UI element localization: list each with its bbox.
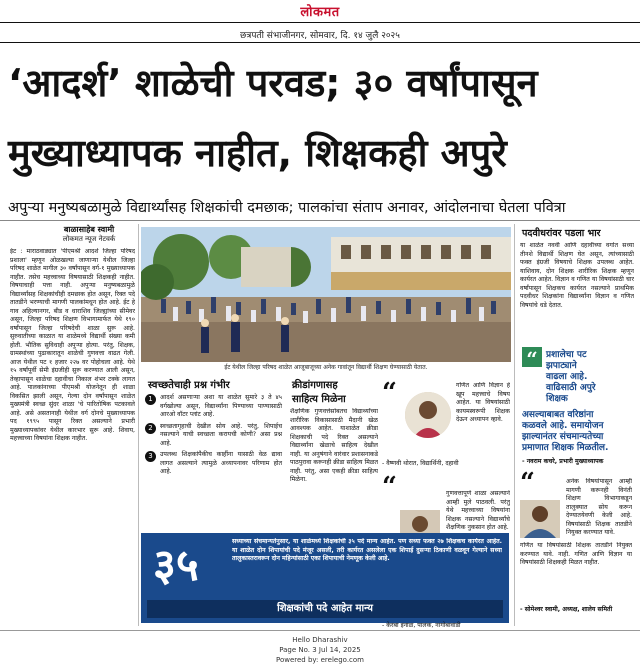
subhead: अपुऱ्या मनुष्यबळामुळे विद्यार्थ्यांसह शिक्षकांची दमछाक; पालकांचा संताप अनावर, आंदोलनाचा घेतला पवित्रा [8,200,566,216]
footer-line1: Hello Dharashiv [292,636,348,644]
pull-quote-top [546,350,632,405]
bullet-number-1: 1 [145,394,156,405]
byline-agency: लोकमत न्यूज नेटवर्क [62,235,116,243]
quote3-attribution: - सोमेश्वर स्वामी, अध्यक्ष, शालेय समिती [520,606,613,613]
quote-mark-icon: “ [382,378,397,408]
sports-heading-line2: साहित्य मिळेना [292,394,346,405]
swachhta-point-1-text: आदर्श असणाऱ्या अशा या शाळेत सुमारे ३ ते ४५ वर्गखोल्या असून, विद्यार्थ्यांना पिण्याच्या पाण्यासाठी आरओ वॉटर प्लांट आहे. [160,394,282,418]
swachhta-points [145,394,282,477]
masthead-rule [0,22,640,23]
pull-quote-part-h: झाल्यानंतर संचमान्यतेच्या [522,432,604,442]
quote-mark-icon-2: “ [382,472,397,502]
school-photo-illustration [141,227,511,362]
right-heading: पदवीधरांवर पडला भार [522,228,601,239]
right-divider [514,224,515,626]
swachhta-point-3-text: उपलब्ध शिक्षकांपैकीच काहींना यासाठी वेळ द्यावा लागत असल्याने त्यामुळे अध्यापनावर परिणाम होत आहे. [160,451,282,475]
swachhta-point-3 [145,451,282,477]
pull-quote-part-d: वाढिसाठी अपुरे [546,383,596,393]
pull-quote-part-c: वाढला आहे. [546,372,588,382]
footer-line2: Page No. 3 Jul 14, 2025 [279,646,361,654]
masthead-logo: लोकमत [300,5,340,20]
pull-quote-part-g: कळवले आहे. समायोजन [522,421,604,431]
footer-rule [0,630,640,631]
dateline: छत्रपती संभाजीनगर, सोमवार, दि. १४ जुलै २०२५ [240,31,400,41]
committee-portrait-illustration [520,500,560,538]
pull-quote-bottom [522,410,632,454]
stat-big-number: ३५ [153,540,199,591]
swachhta-heading: स्वच्छतेचाही प्रश्न गंभीर [148,380,230,391]
quote1-attribution: - वैष्णवी थोरात, विद्यार्थिनी, दहावी [382,460,459,467]
quote3-text: अनेक विषयांपासून आम्ही मागणी करूनही विनंती शिक्षण विभागाकडून तालुक्यात सोय करून देण्यातयेवणी केली आहे. विषयांसाठी शिक्षक तातडीने नियुक्त करण्यात यावे. [566,478,632,536]
headline-line1: ‘आदर्श’ शाळेची परवड; ३० वर्षांपासून [8,61,538,105]
pull-quote-part-b: झपाट्याने [546,361,577,371]
bullet-number-2: 2 [145,423,156,434]
swachhta-point-2 [145,423,282,449]
school-photo [141,227,511,362]
committee-photo [520,500,560,538]
dateline-rule [0,42,640,43]
quote3-tail: गणित या विषयांसाठी शिक्षक तातडीने नियुक्त करण्यात यावे. नाही. गणित आणि विज्ञान या विषयांसाठी शिक्षकही मिळत नाहीत. [520,542,632,566]
quote-badge-icon: “ [522,347,542,367]
quote2-attribution: - केरबा इनाळ, पालक, नागोबावाडी [382,622,461,629]
quote-mark-icon-3: “ [520,468,535,498]
column-divider [138,224,139,626]
stat-box-label: शिक्षकांची पदे आहेत मान्य [147,600,503,618]
pull-quote-part-a: प्रशालेचा पट [546,350,587,360]
sports-text: शैक्षणिक गुणवत्तेसोबतच विद्यार्थ्यांच्या शारीरिक विकासासाठी मैदानी खेळ आवश्यक आहेत. याशाळेत क्रीडा शिक्षकाची पदे रिक्त असल्याने विद्यार्थ्यांना खेळाचे साहित्य देखील नाही. या अनुषंगाने वारंवार प्रशासनाकडे पाठपुरावा करूनही क्रीडा साहित्य मिळत नाही. परंतु, असा एकही क्रीडा साहित्य मिळेना. [290,408,378,483]
pull-quote-attribution: - नवराम कचरे, प्रभारी मुख्याध्यापक [522,458,604,465]
student-photo [405,392,451,438]
left-column-text: ईट : माराठवाड्यात 'पीएमश्री आदर्श जिल्हा परिषद प्रशाला' म्हणून ओळखल्या जाणाऱ्या येथील जिल्हा परिषद शाळेत मागील ३० वर्षांपासून वर्ग-१ मुख्याध्यापक नाहीत. तसेच महत्त्वाच्या विषयासाठी शिक्षकही नाहीत. विषयाचाही पत्ता नाही. अपुऱ्या मनुष्यबळामुळे विद्यार्थ्यांसह शिक्षकांचीही दमछाक होत असून, रिक्त पदे तातडीने भरण्याची मागणी पालकांमधून होत आहे. ईट हे गाव अहिल्यानगर, बीड व धाराशिव जिल्ह्यांच्या सीमेवर असून, जिल्हा परिषद शिक्षण विभागामार्फत येथे १९० वर्षांपासून जिल्हा परिषदेची शाळा सुरू आहे. सुरुवातीच्या काळात या शाळेमध्ये विद्यार्थी संख्या कमी होती. भौतिक सुविधाही अपुऱ्या होत्या. परंतु, शिक्षक, ग्रामस्थांच्या पुढाकारातून शाळेची गुणवत्ता वाढत गेली. आज येथील पट १ हजार २२७ वर पोहोचला आहे. येथे १५ वर्षांपूर्वी सेमी इंग्रजीही सुरू करण्यात आली असून, तेव्हापासून शाळेचा दहावीचा निकाल शंभर टक्के लागत आहे. पालकांनाच्या पीएमश्री योजनेतून ही शाळा विकसित झाली असून, गेल्या दोन वर्षांपासून शाळेत मुख्यमंत्री स्वच्छ सुंदर शाळा 'चे पारितोषिक पटकावले आहे. असे असतानाही येथील वर्ग दोनचे मुख्याध्यापक पद १९९५ पासून रिक्त असल्याने प्रभारी मुख्याध्यापकांवर येथील कारभार सुरू आहे. शिवाय, महत्त्वाच्या विषयांना शिक्षक नाहीत. [10,248,135,442]
swachhta-point-1 [145,394,282,420]
student-portrait-illustration [405,392,451,438]
stat-box-text: सध्याच्या संचमान्यतेनुसार, या शाळेमध्ये शिक्षकांची ३५ पदे मान्य आहेत. पण सध्या फक्त २७ शिक्षकच कार्यरत आहेत. या शाळेत दोन शिपायांची पदे मंजूर असली, तरी कार्यरत असलेला एक शिपाई दुसऱ्या ठिकाणी वळवून गेल्याने सध्या तालुकास्तरावरून दोन महिन्यांसाठी एका शिपायाची नेमणूक केली आहे. [232,538,502,562]
quote1-text: गणित आणि विज्ञान हे खूप महत्त्वाचे विषय आहेत. या विषयांसाठी कायमस्वरूपी शिक्षक देऊन अध्यापन व्हावे. [456,382,510,423]
pull-quote-part-i: प्रमाणात शिक्षक मिळतील. [522,443,609,453]
swachhta-point-2-text: स्वच्छतागृहाची देखील सोय आहे. परंतु, शिपाईच नसल्याने याची स्वच्छता करायची कोणी? असा प्रश्न आहे. [160,422,282,447]
bullet-number-3: 3 [145,451,156,462]
right-text: या शाळेत नववी आणि दहावीच्या वर्गात सध्या तीनशे विद्यार्थी शिक्षण घेत असून, त्यांच्यासाठी फक्त इंग्रजी विषयाचे शिक्षक उपलब्ध आहेत. याशिवाय, दोन शिक्षक शारीरिक शिक्षक म्हणून कार्यरत आहेत. विज्ञान व गणित या विषयांसाठी चार वर्षांपासून शिक्षकच कार्यरत नसल्याने प्राथमिक पदवीधर शिक्षकांना विद्यार्थ्यांना विज्ञान व गणित विषयांचे धडे देतात. [520,242,634,309]
headline-line2: मुख्याध्यापक नाहीत, शिक्षकही अपुरे [8,131,507,175]
subhead-rule [0,220,640,221]
pull-quote-part-e: शिक्षक [546,394,568,404]
footer-line3: Powered by: erelego.com [275,656,364,664]
sports-heading-line1: क्रीडांगणासह [292,380,338,391]
pull-quote-part-f: असल्याबाबत वरिष्ठांना [522,410,594,420]
byline-name: बाळासाहेब स्वामी [63,225,115,234]
photo-caption: ईट येथील जिल्हा परिषद शाळेत आजूबाजूच्या अनेक गावांतून विद्यार्थी शिक्षण घेण्यासाठी येतात. [224,364,428,371]
quote2-text: गुणवत्तापूर्ण शाळा असल्याने आम्ही मुले पाठवली. परंतु येथे महत्त्वाच्या विषयांना शिक्षक नसल्याने विद्यार्थ्यांचे शैक्षणिक नुकसान होत आहे. [446,490,510,531]
